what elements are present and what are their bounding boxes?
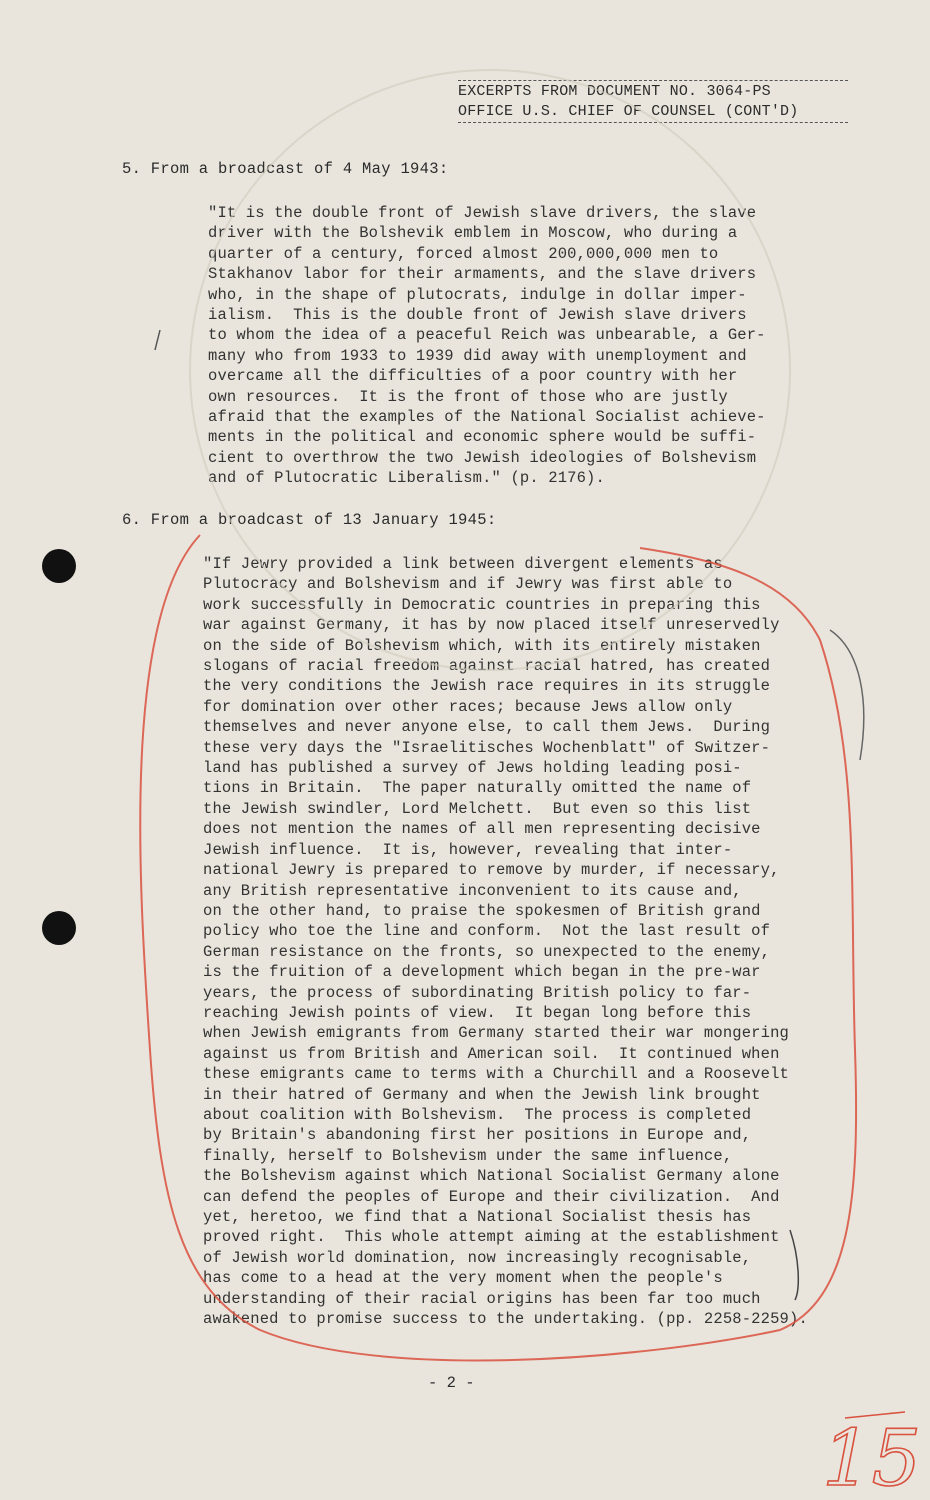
quote-line: has come to a head at the very moment when the people's xyxy=(203,1269,723,1288)
header-line-1: EXCERPTS FROM DOCUMENT NO. 3064-PS xyxy=(458,80,848,102)
quote-line: the very conditions the Jewish race requires in its struggle xyxy=(203,677,771,696)
quote-line: is the fruition of a development which began in the pre-war xyxy=(203,963,761,982)
quote-line: yet, heretoo, we find that a National Socialist thesis has xyxy=(203,1208,752,1226)
quote-line: in their hatred of Germany and when the Jewish link brought xyxy=(203,1085,761,1104)
quote-line: themselves and never anyone else, to call them Jews. During xyxy=(203,718,771,737)
quote-line: ments in the political and economic sphere would be suffi- xyxy=(208,428,757,447)
pencil-tick-icon xyxy=(155,330,160,350)
quote-line: understanding of their racial origins has been far too much xyxy=(203,1289,761,1308)
quote-line: of Jewish world domination, now increasingly recognisable, xyxy=(203,1248,752,1267)
section-6-title: 6. From a broadcast of 13 January 1945: xyxy=(122,511,497,529)
quote-line: years, the process of subordinating British policy to far- xyxy=(203,983,752,1002)
quote-line: on the side of Bolshevism which, with its entirely mistaken xyxy=(203,636,761,655)
quote-line: on the other hand, to praise the spokesmen of British grand xyxy=(203,901,761,920)
quote-line: "If Jewry provided a link between divergent elements as xyxy=(203,555,723,573)
quote-line: can defend the peoples of Europe and their civilization. And xyxy=(203,1187,780,1206)
quote-line: by Britain's abandoning first her positions in Europe and, xyxy=(203,1126,752,1145)
quote-line: many who from 1933 to 1939 did away with unemployment and xyxy=(208,346,747,365)
quote-line: about coalition with Bolshevism. The process is completed xyxy=(203,1105,752,1124)
quote-line: Jewish influence. It is, however, revealing that inter- xyxy=(203,840,733,859)
quote-line: to whom the idea of a peaceful Reich was unbearable, a Ger- xyxy=(208,326,766,345)
quote-line: the Bolshevism against which National Socialist Germany alone xyxy=(203,1167,780,1186)
quote-line: these emigrants came to terms with a Churchill and a Roosevelt xyxy=(203,1065,789,1084)
red-pencil-oval-icon xyxy=(140,535,856,1360)
header-line-2: OFFICE U.S. CHIEF OF COUNSEL (CONT'D) xyxy=(458,102,848,123)
quote-line: national Jewry is prepared to remove by murder, if necessary, xyxy=(203,861,780,880)
handwritten-number: 15 xyxy=(822,1414,922,1500)
quote-line: driver with the Bolshevik emblem in Moscow, who during a xyxy=(208,224,738,243)
quote-line: land has published a survey of Jews holding leading posi- xyxy=(203,759,742,778)
quote-line: proved right. This whole attempt aiming at the establishment xyxy=(203,1228,780,1247)
quote-line: "It is the double front of Jewish slave drivers, the slave xyxy=(208,204,757,222)
quote-line: work successfully in Democratic countries in preparing this xyxy=(203,595,761,614)
quote-line: finally, herself to Bolshevism under the same influence, xyxy=(203,1146,733,1165)
quote-line: these very days the "Israelitisches Wochenblatt" of Switzer- xyxy=(203,738,771,757)
quote-line: the Jewish swindler, Lord Melchett. But even so this list xyxy=(203,799,752,818)
quote-line: war against Germany, it has by now placed itself unreservedly xyxy=(203,616,780,635)
quote-line: quarter of a century, forced almost 200,000,000 men to xyxy=(208,244,719,263)
quote-line: for domination over other races; because Jews allow only xyxy=(203,697,733,716)
margin-bracket-icon xyxy=(790,1230,798,1300)
page-number: - 2 - xyxy=(428,1374,475,1392)
quote-line: cient to overthrow the two Jewish ideologies of Bolshevism xyxy=(208,448,757,467)
quote-line: and of Plutocratic Liberalism." (p. 2176). xyxy=(208,469,605,488)
quote-line: Stakhanov labor for their armaments, and the slave drivers xyxy=(208,265,757,284)
quote-line: when Jewish emigrants from Germany started their war mongering xyxy=(203,1024,789,1043)
quote-line: awakened to promise success to the undertaking. (pp. 2258-2259). xyxy=(203,1310,808,1329)
quote-line: Plutocracy and Bolshevism and if Jewry was first able to xyxy=(203,575,733,594)
quote-line: reaching Jewish points of view. It began long before this xyxy=(203,1003,752,1022)
quote-line: afraid that the examples of the National Socialist achieve- xyxy=(208,408,766,427)
quote-line: overcame all the difficulties of a poor country with her xyxy=(208,367,738,386)
quote-line: any British representative inconvenient to its cause and, xyxy=(203,881,742,900)
quote-line: own resources. It is the front of those who are justly xyxy=(208,387,728,406)
quote-line: against us from British and American soil. It continued when xyxy=(203,1044,780,1063)
quote-line: policy who toe the line and conform. Not the last result of xyxy=(203,922,771,941)
quote-line: does not mention the names of all men representing decisive xyxy=(203,820,761,839)
stamp-circle-icon xyxy=(190,70,790,670)
quote-line: tions in Britain. The paper naturally omitted the name of xyxy=(203,779,752,798)
quote-line: slogans of racial freedom against racial hatred, has created xyxy=(203,657,771,676)
quote-line: German resistance on the fronts, so unexpected to the enemy, xyxy=(203,942,771,961)
section-5-title: 5. From a broadcast of 4 May 1943: xyxy=(122,160,449,178)
quote-line: who, in the shape of plutocrats, indulge in dollar imper- xyxy=(208,285,747,304)
quote-line: ialism. This is the double front of Jewish slave drivers xyxy=(208,306,747,325)
